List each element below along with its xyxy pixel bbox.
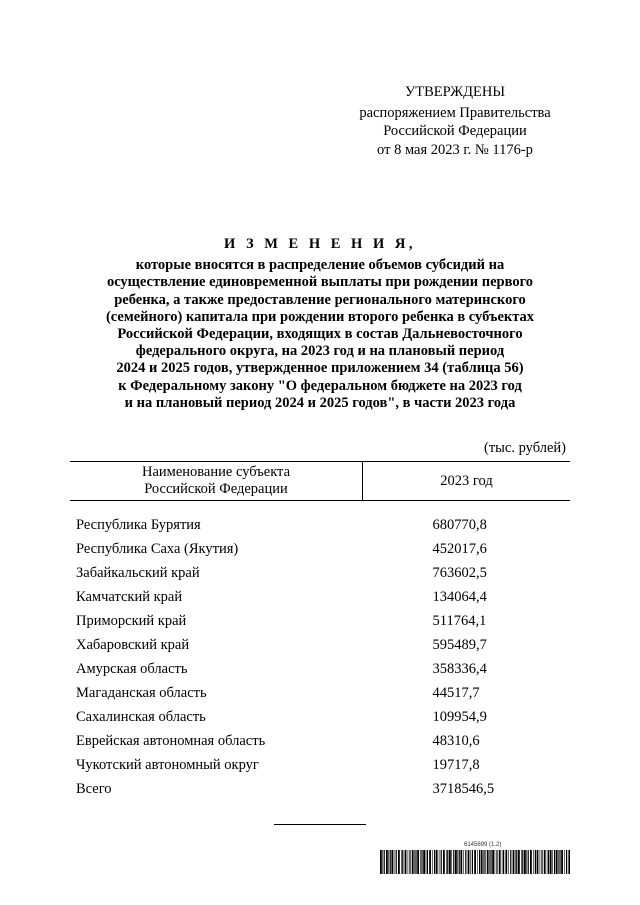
barcode-bar	[472, 850, 473, 874]
region-name: Приморский край	[76, 613, 187, 629]
barcode-bar	[457, 850, 458, 874]
barcode-bar	[420, 850, 421, 874]
column-header-region	[70, 462, 363, 501]
units-label: (тыс. рублей)	[484, 440, 566, 456]
approval-stamp	[340, 83, 570, 159]
barcode-bar	[568, 850, 570, 874]
barcode-bar	[490, 850, 491, 874]
region-value: 358336,4	[432, 661, 487, 677]
region-name: Еврейская автономная область	[76, 733, 266, 749]
document-code: 6145699 (1.2)	[464, 842, 502, 848]
barcode-bar	[547, 850, 548, 874]
barcode-bar	[449, 850, 451, 874]
barcode-bar	[505, 850, 507, 874]
region-name: Магаданская область	[76, 685, 207, 701]
barcode-bar	[439, 850, 440, 874]
barcode-bar	[489, 850, 490, 874]
barcode-bar	[513, 850, 515, 874]
table-row	[70, 777, 570, 801]
heading-line: к Федеральному закону "О федеральном бюджете на 2023 год	[118, 377, 522, 394]
barcode-bar	[434, 850, 435, 874]
table-row	[70, 705, 570, 729]
barcode-bar	[521, 850, 522, 874]
column-header-region-line1: Наименование субъекта	[141, 464, 291, 480]
barcode-bar	[382, 850, 383, 874]
table-row	[70, 633, 570, 657]
region-value: 595489,7	[432, 637, 487, 653]
barcode-bar	[515, 850, 516, 874]
barcode-bar	[396, 850, 397, 874]
barcode-bar	[483, 850, 484, 874]
barcode-bar	[426, 850, 427, 874]
barcode-bar	[468, 850, 470, 874]
region-value: 763602,5	[432, 565, 487, 581]
table-row	[70, 585, 570, 609]
barcode-bar	[544, 850, 546, 874]
heading-line: 2024 и 2025 годов, утвержденное приложением 34 (таблица 56)	[116, 360, 524, 377]
barcode-bar	[502, 850, 503, 874]
barcode-bar	[474, 850, 476, 874]
barcode-bar	[453, 850, 454, 874]
barcode-bar	[559, 850, 560, 874]
heading-line: и на плановый период 2024 и 2025 годов", в части 2023 года	[124, 394, 516, 411]
table-row	[70, 753, 570, 777]
table-row	[70, 729, 570, 753]
barcode-bar	[537, 850, 539, 874]
barcode-bar	[414, 850, 415, 874]
barcode-bar	[524, 850, 526, 874]
approval-line-3: от 8 мая 2023 г. № 1176-р	[377, 141, 533, 158]
region-name: Чукотский автономный округ	[76, 757, 259, 773]
barcode-bar	[380, 850, 382, 874]
region-value: 48310,6	[432, 733, 480, 749]
table-row	[70, 609, 570, 633]
barcode-bar	[388, 850, 389, 874]
region-name: Республика Саха (Якутия)	[76, 541, 239, 557]
region-value: 452017,6	[432, 541, 487, 557]
barcode-bar	[384, 850, 385, 874]
barcode-bar	[463, 850, 464, 874]
barcode-bar	[470, 850, 471, 874]
region-name: Всего	[76, 781, 112, 797]
barcode-bar	[492, 850, 494, 874]
heading-line: ребенка, а также предоставление регионального материнского	[114, 291, 526, 308]
approval-line-2: Российской Федерации	[383, 123, 527, 139]
barcode-bar	[528, 850, 529, 874]
barcode-bar	[530, 850, 532, 874]
barcode-bar	[556, 850, 558, 874]
barcode-bar	[487, 850, 489, 874]
barcode-bar	[535, 850, 536, 874]
document-heading	[80, 236, 560, 412]
barcode-bar	[460, 850, 462, 874]
barcode-bar	[455, 850, 457, 874]
barcode-bar	[495, 850, 496, 874]
barcode-bar	[409, 850, 410, 874]
heading-line: которые вносятся в распределение объемов субсидий на	[135, 257, 505, 274]
table-header-row	[70, 462, 570, 501]
barcode-bar	[508, 850, 509, 874]
barcode-bar	[479, 850, 480, 874]
region-value: 19717,8	[432, 757, 480, 773]
region-name: Республика Бурятия	[76, 517, 201, 533]
heading-line: Российской Федерации, входящих в состав Дальневосточного	[117, 326, 523, 343]
region-value: 44517,7	[432, 685, 480, 701]
barcode-bar	[564, 850, 565, 874]
barcode-bar	[554, 850, 555, 874]
barcode-bar	[499, 850, 501, 874]
barcode-bar	[415, 850, 416, 874]
subsidy-table	[70, 461, 570, 801]
barcode-bar	[421, 850, 422, 874]
barcode-bar	[558, 850, 559, 874]
footer-divider	[274, 824, 366, 825]
barcode-bar	[526, 850, 527, 874]
barcode-bar	[540, 850, 541, 874]
barcode-bar	[503, 850, 504, 874]
barcode-bar	[391, 850, 393, 874]
document-title: И З М Е Н Е Н И Я,	[224, 236, 416, 252]
barcode-bar	[550, 850, 552, 874]
region-name: Забайкальский край	[76, 565, 200, 581]
barcode-bar	[390, 850, 391, 874]
barcode-bar	[398, 850, 400, 874]
table-row	[70, 561, 570, 585]
barcode-bar	[441, 850, 442, 874]
approval-line-1: распоряжением Правительства	[359, 104, 551, 121]
heading-line: федерального округа, на 2023 год и на плановый период	[135, 343, 505, 360]
barcode-bar	[561, 850, 563, 874]
column-header-year: 2023 год	[363, 462, 571, 501]
barcode-bar	[402, 850, 403, 874]
barcode-bar	[423, 850, 425, 874]
barcode-bar	[465, 850, 466, 874]
barcode-bar	[477, 850, 478, 874]
table-row	[70, 657, 570, 681]
barcode-bar	[516, 850, 517, 874]
region-value: 680770,8	[432, 517, 487, 533]
barcode-bar	[541, 850, 542, 874]
barcode-bar	[432, 850, 433, 874]
barcode-bar	[408, 850, 409, 874]
barcode-bar	[510, 850, 511, 874]
barcode-bar	[436, 850, 438, 874]
table-row	[70, 501, 570, 538]
region-value: 134064,4	[432, 589, 487, 605]
barcode-bar	[533, 850, 534, 874]
region-value: 511764,1	[432, 613, 487, 629]
region-value: 109954,9	[432, 709, 487, 725]
region-name: Амурская область	[76, 661, 188, 677]
heading-line: осуществление единовременной выплаты при рождении первого	[106, 274, 534, 291]
region-name: Хабаровский край	[76, 637, 190, 653]
barcode-bar	[443, 850, 445, 874]
barcode-bar	[386, 850, 388, 874]
barcode-bar	[522, 850, 523, 874]
table-row	[70, 537, 570, 561]
table-row	[70, 681, 570, 705]
barcode-bar	[427, 850, 428, 874]
barcode-bar	[566, 850, 567, 874]
column-header-region-line2: Российской Федерации	[144, 481, 288, 497]
barcode	[380, 850, 570, 874]
barcode-bar	[548, 850, 549, 874]
barcode-bar	[481, 850, 483, 874]
region-value: 3718546,5	[432, 781, 495, 797]
barcode-bar	[496, 850, 497, 874]
barcode-bar	[447, 850, 448, 874]
barcode-bar	[459, 850, 460, 874]
region-name: Сахалинская область	[76, 709, 206, 725]
barcode-bar	[552, 850, 553, 874]
barcode-bar	[394, 850, 395, 874]
barcode-bar	[451, 850, 452, 874]
barcode-bar	[417, 850, 419, 874]
barcode-bar	[429, 850, 431, 874]
barcode-bar	[405, 850, 407, 874]
barcode-bar	[446, 850, 447, 874]
heading-line: (семейного) капитала при рождении второго ребенка в субъектах	[105, 308, 535, 325]
barcode-bar	[412, 850, 414, 874]
barcode-bar	[401, 850, 402, 874]
approval-title: УТВЕРЖДЕНЫ	[404, 84, 506, 100]
barcode-bar	[518, 850, 520, 874]
region-name: Камчатский край	[76, 589, 183, 605]
barcode-bar	[484, 850, 485, 874]
